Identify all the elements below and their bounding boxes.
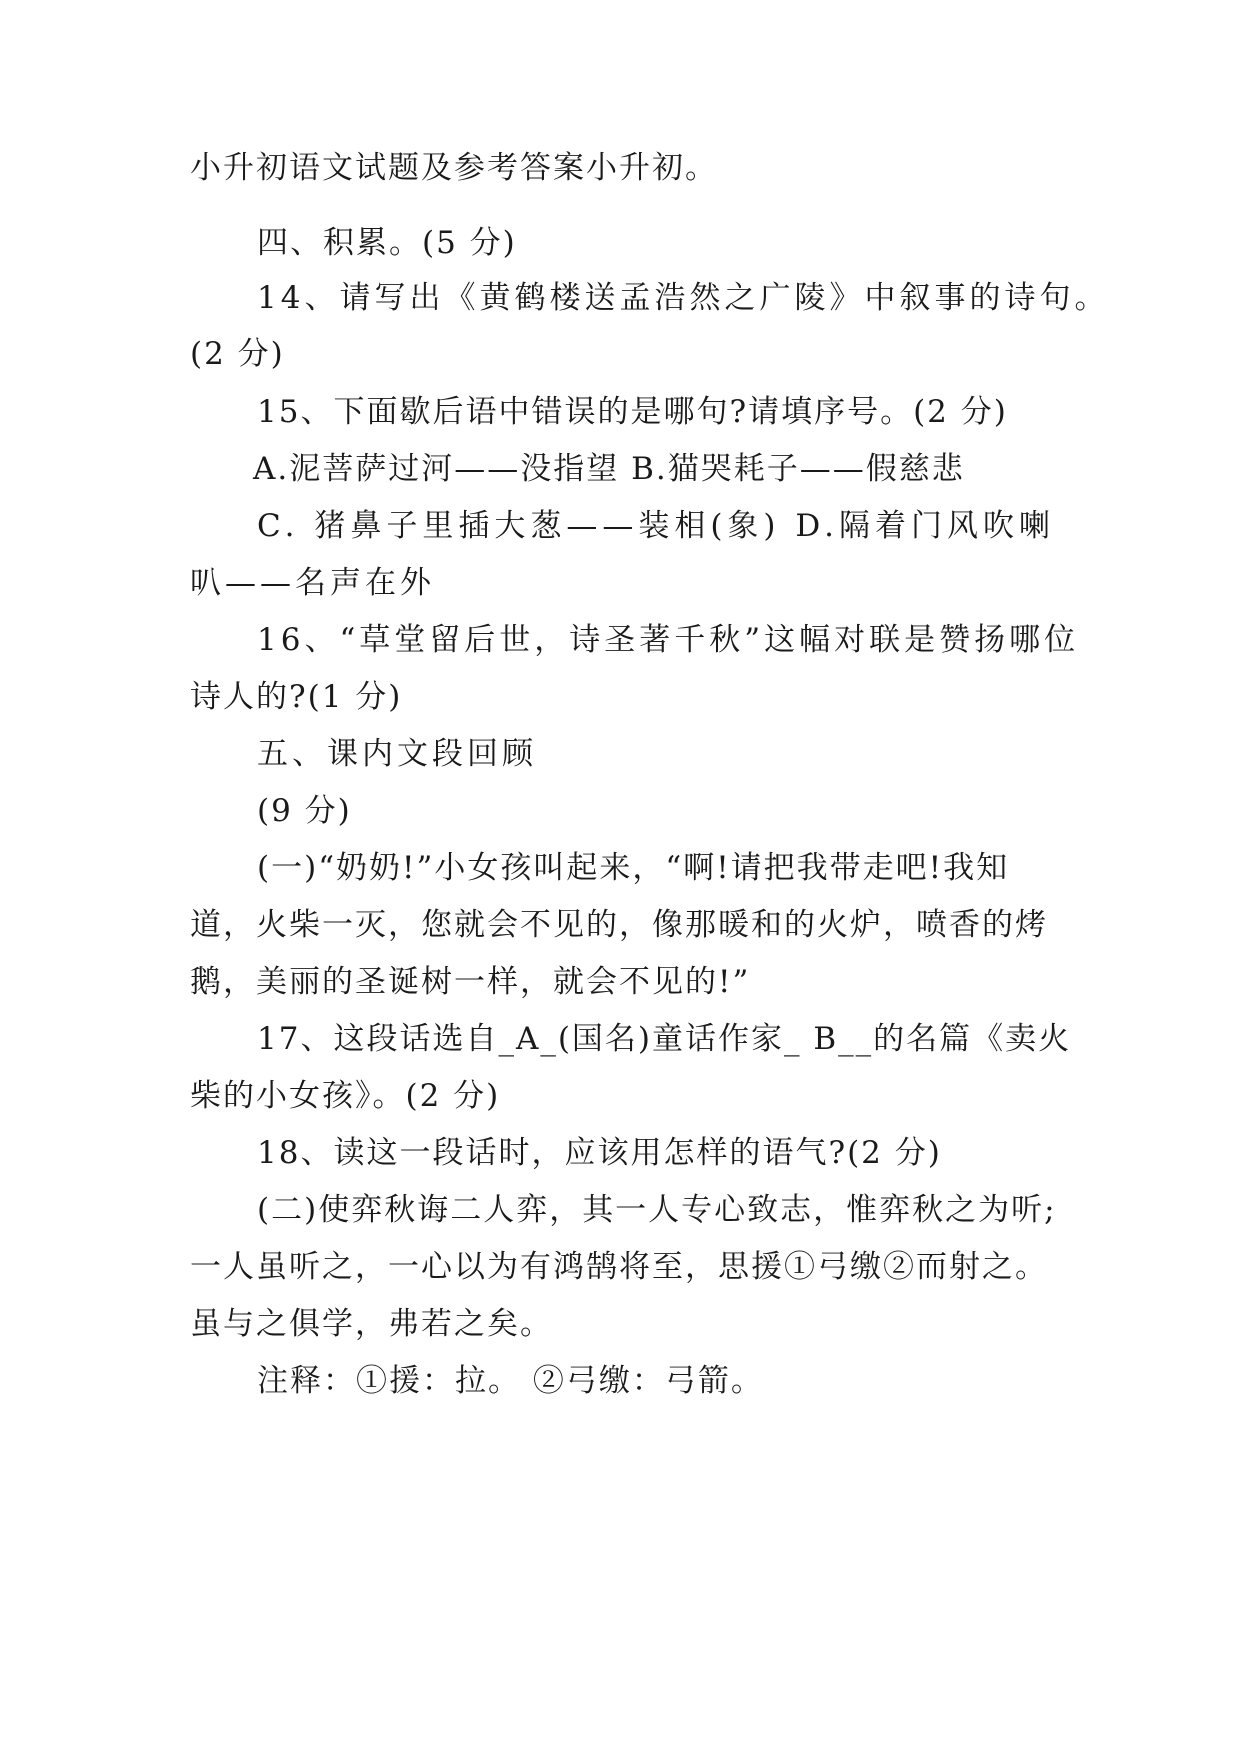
question-15-option-d-continued: 叭——名声在外 xyxy=(190,565,435,601)
passage-two-line-3: 虽与之俱学，弗若之矣。 xyxy=(190,1306,553,1342)
passage-one-line-3: 鹅，美丽的圣诞树一样，就会不见的!” xyxy=(190,964,751,1000)
passage-two-line-2: 一人虽听之，一心以为有鸿鹄将至，思援①弓缴②而射之。 xyxy=(190,1249,1048,1285)
question-15-options-cd: C. 猪鼻子里插大葱——装相(象) D.隔着门风吹喇 xyxy=(257,508,1055,544)
question-15-options-ab: A.泥菩萨过河——没指望 B.猫哭耗子——假慈悲 xyxy=(253,451,965,487)
question-17-continued: 柴的小女孩》。(2 分) xyxy=(190,1078,501,1114)
question-16: 16、“草堂留后世，诗圣著千秋”这幅对联是赞扬哪位 xyxy=(257,622,1080,658)
passage-one-line-2: 道，火柴一灭，您就会不见的，像那暖和的火炉，喷香的烤 xyxy=(190,907,1048,943)
section-heading-accumulation: 四、积累。(5 分) xyxy=(257,225,517,261)
question-17: 17、这段话选自_A_(国名)童话作家_ B__的名篇《卖火 xyxy=(257,1021,1072,1057)
question-15: 15、下面歇后语中错误的是哪句?请填序号。(2 分) xyxy=(257,394,1008,430)
section-score: (9 分) xyxy=(257,793,352,829)
passage-two-line-1: (二)使弈秋诲二人弈，其一人专心致志，惟弈秋之为听; xyxy=(257,1192,1057,1228)
passage-one-line-1: (一)“奶奶!”小女孩叫起来，“啊!请把我带走吧!我知 xyxy=(257,850,1010,886)
section-heading-text-review: 五、课内文段回顾 xyxy=(257,736,537,772)
question-16-continued: 诗人的?(1 分) xyxy=(190,679,403,715)
annotation-note: 注释：①援：拉。 ②弓缴：弓箭。 xyxy=(257,1363,764,1399)
question-18: 18、读这一段话时，应该用怎样的语气?(2 分) xyxy=(257,1135,942,1171)
text-line-intro: 小升初语文试题及参考答案小升初。 xyxy=(190,150,718,186)
question-14: 14、请写出《黄鹤楼送孟浩然之广陵》中叙事的诗句。 xyxy=(257,280,1110,316)
question-14-score: (2 分) xyxy=(190,336,285,372)
